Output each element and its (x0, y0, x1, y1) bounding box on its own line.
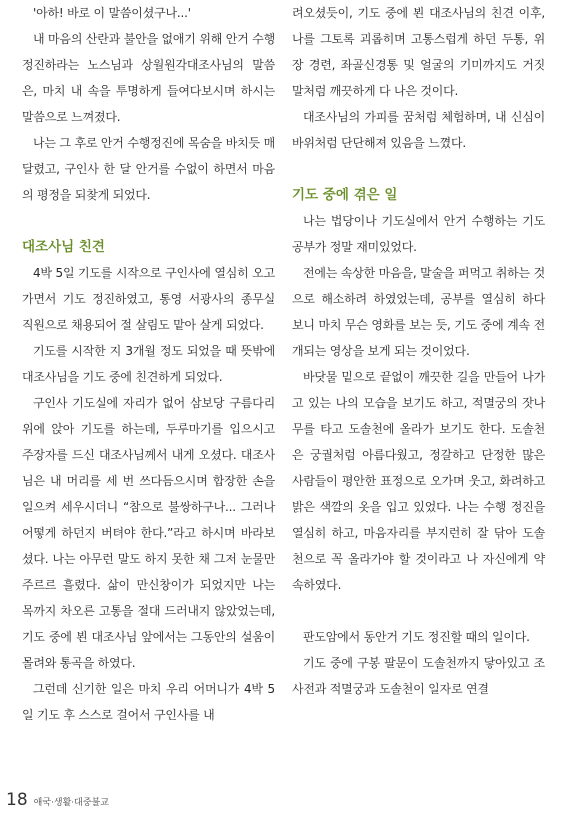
paragraph: 전에는 속상한 마음을, 말술을 퍼먹고 취하는 것으로 해소하려 하였었는데, 공부를 열심히 하다 보니 마치 무슨 영화를 보는 듯, 기도 중에 계속 전개되는 영상을 보게 되는 것이었다. (292, 266, 545, 358)
paragraph: '아하! 바로 이 말씀이셨구나...' (33, 6, 191, 20)
paragraph: 기도를 시작한 지 3개월 정도 되었을 때 뜻밖에 대조사님을 기도 중에 친견하게 되었다. (22, 344, 275, 384)
paragraph: 판도암에서 동안거 기도 정진할 때의 일이다. (303, 630, 530, 644)
paragraph: 그런데 신기한 일은 마치 우리 어머니가 4박 5일 기도 후 스스로 걸어서 구인사를 내 (22, 682, 275, 722)
page-footer (6, 790, 109, 812)
paragraph: 구인사 기도실에 자리가 없어 삼보당 구름다리 위에 앉아 기도를 하는데, 두루마기를 입으시고 주장자를 드신 대조사님께서 내게 오셨다. 대조사님은 내 머리를 세 번 쓰다듬으시며 합장한 손을 일으켜 세우시더니 “참으로 불쌍하구나... 그러나 어떻게 하던지 버텨야 한다.”라고 하시며 바라보셨다. 나는 아무런 말도 하지 못한 채 그저 눈물만 주르르 흘렸다. 삶이 만신창이가 되었지만 나는 목까지 차오른 고통을 절대 드러내지 않았었는데, 기도 중에 뵌 대조사님 앞에서는 그동안의 설움이 몰려와 통곡을 하였다. (22, 396, 275, 670)
page-number: 18 (6, 790, 28, 810)
paragraph: 나는 그 후로 안거 수행정진에 목숨을 바치듯 매달렸고, 구인사 한 달 안거를 수없이 하면서 마음의 평정을 되찾게 되었다. (22, 136, 275, 202)
paragraph: 바닷물 밑으로 끝없이 깨끗한 길을 만들어 나가고 있는 나의 모습을 보기도 하고, 적멸궁의 잣나무를 타고 도솔천에 올라가 보기도 한다. 도솔천은 궁궐처럼 아름다웠고, 정갈하고 단정한 많은 사람들이 평안한 표정으로 오가며 웃고, 화려하고 밝은 색깔의 옷을 입고 있었다. 나는 수행 정진을 열심히 하고, 마음자리를 부지런히 잘 닦아 도솔천으로 꼭 올라가야 할 것이라고 나 자신에게 약속하였다. (292, 370, 545, 592)
paragraph: 4박 5일 기도를 시작으로 구인사에 열심히 오고 가면서 기도 정진하였고, 통영 서광사의 종무실 직원으로 채용되어 절 살림도 맡아 살게 되었다. (22, 266, 275, 332)
paragraph: 대조사님의 가피를 꿈처럼 체험하며, 내 신심이 바위처럼 단단해져 있음을 느꼈다. (292, 110, 545, 150)
paragraph: 기도 중에 구봉 팔문이 도솔천까지 닿아있고 조사전과 적멸궁과 도솔천이 일자로 연결 (292, 656, 545, 696)
publication-section-label: 애국·생활·대중불교 (33, 798, 109, 808)
right-column (292, 0, 545, 702)
section-gap (292, 156, 545, 182)
paragraph: 나는 법당이나 기도실에서 안거 수행하는 기도 공부가 정말 재미있었다. (292, 214, 545, 254)
paragraph: 려오셨듯이, 기도 중에 뵌 대조사님의 친견 이후, 나를 그토록 괴롭히며 고통스럽게 하던 두통, 위장 경련, 좌골신경통 및 얼굴의 기미까지도 거짓말처럼 깨끗하게 다 나은 것이다. (292, 6, 545, 98)
section-heading: 대조사님 친견 (22, 239, 105, 255)
section-heading: 기도 중에 겪은 일 (292, 187, 398, 203)
section-gap (292, 598, 545, 624)
paragraph: 내 마음의 산란과 불안을 없애기 위해 안거 수행 정진하라는 노스님과 상월원각대조사님의 말씀은, 마치 내 속을 투명하게 들여다보시며 하시는 말씀으로 느껴졌다. (22, 32, 275, 124)
left-column (22, 0, 275, 728)
section-gap (22, 208, 275, 234)
